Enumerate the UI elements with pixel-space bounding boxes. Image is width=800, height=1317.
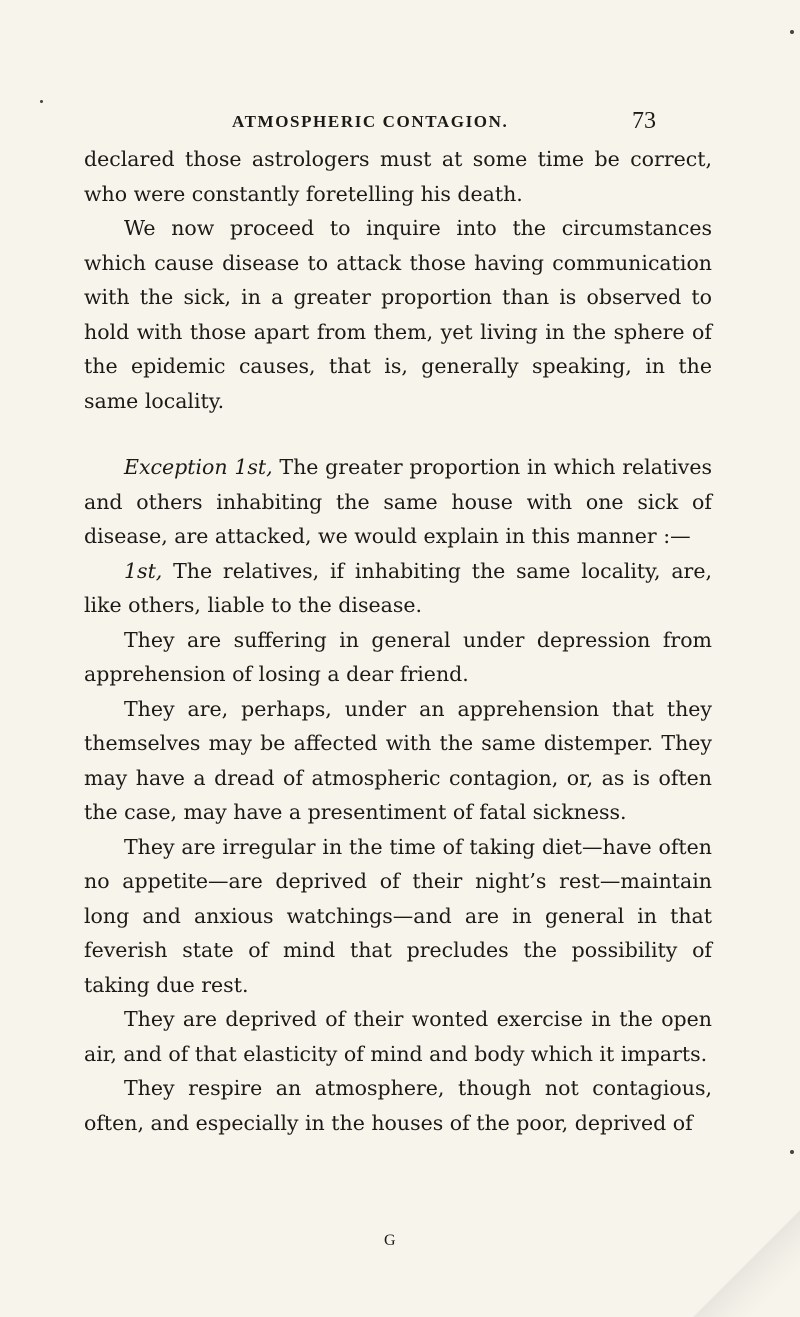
running-head (0, 108, 800, 138)
paragraph: They are irregular in the time of taking diet—have often no appetite—are deprived of their night’s rest—maintain long and anxious watchings—and are in general in that feverish state of mind that precludes the possibility of taking due rest. (84, 834, 712, 997)
paragraph: They are deprived of their wonted exercise in the open air, and of that elasticity of mind and body which it imparts. (84, 1007, 712, 1066)
margin-speck (40, 100, 43, 103)
paragraph-continued: declared those astrologers must at some time be correct, who were constantly foretelling his death. (84, 147, 712, 206)
paragraph-first-reason (84, 554, 712, 623)
exception-text: The greater proportion in which relatives and others inhabiting the same house with one sick of disease, are attacked, we would explain in this manner :— (84, 455, 712, 548)
signature-mark: G (384, 1232, 396, 1249)
page-corner-shadow (680, 1197, 800, 1317)
page-number: 73 (632, 108, 656, 134)
paragraph: They are, perhaps, under an apprehension that they themselves may be affected with the same distemper. They may have a dread of atmospheric contagion, or, as is often the case, may have a presentiment of fatal sickness. (84, 696, 712, 824)
first-reason-text: The relatives, if inhabiting the same locality, are, like others, liable to the disease. (84, 558, 712, 617)
exception-label: Exception 1st, (124, 455, 273, 479)
margin-speck (790, 1150, 794, 1154)
paragraph: They are suffering in general under depression from apprehension of losing a dear friend. (84, 627, 712, 686)
paragraph-exception (84, 450, 712, 554)
paragraph: We now proceed to inquire into the circumstances which cause disease to attack those having communication with the sick, in a greater proportion than is observed to hold with those apart from them, yet living in the sphere of the epidemic causes, that is, generally speaking, in the same locality. (84, 216, 712, 413)
first-reason-label: 1st, (124, 558, 163, 583)
margin-speck (790, 30, 794, 34)
paragraph: They respire an atmosphere, though not contagious, often, and especially in the houses of the poor, deprived of (84, 1076, 712, 1135)
body-text (84, 142, 712, 1140)
running-title: ATMOSPHERIC CONTAGION. (232, 112, 509, 131)
